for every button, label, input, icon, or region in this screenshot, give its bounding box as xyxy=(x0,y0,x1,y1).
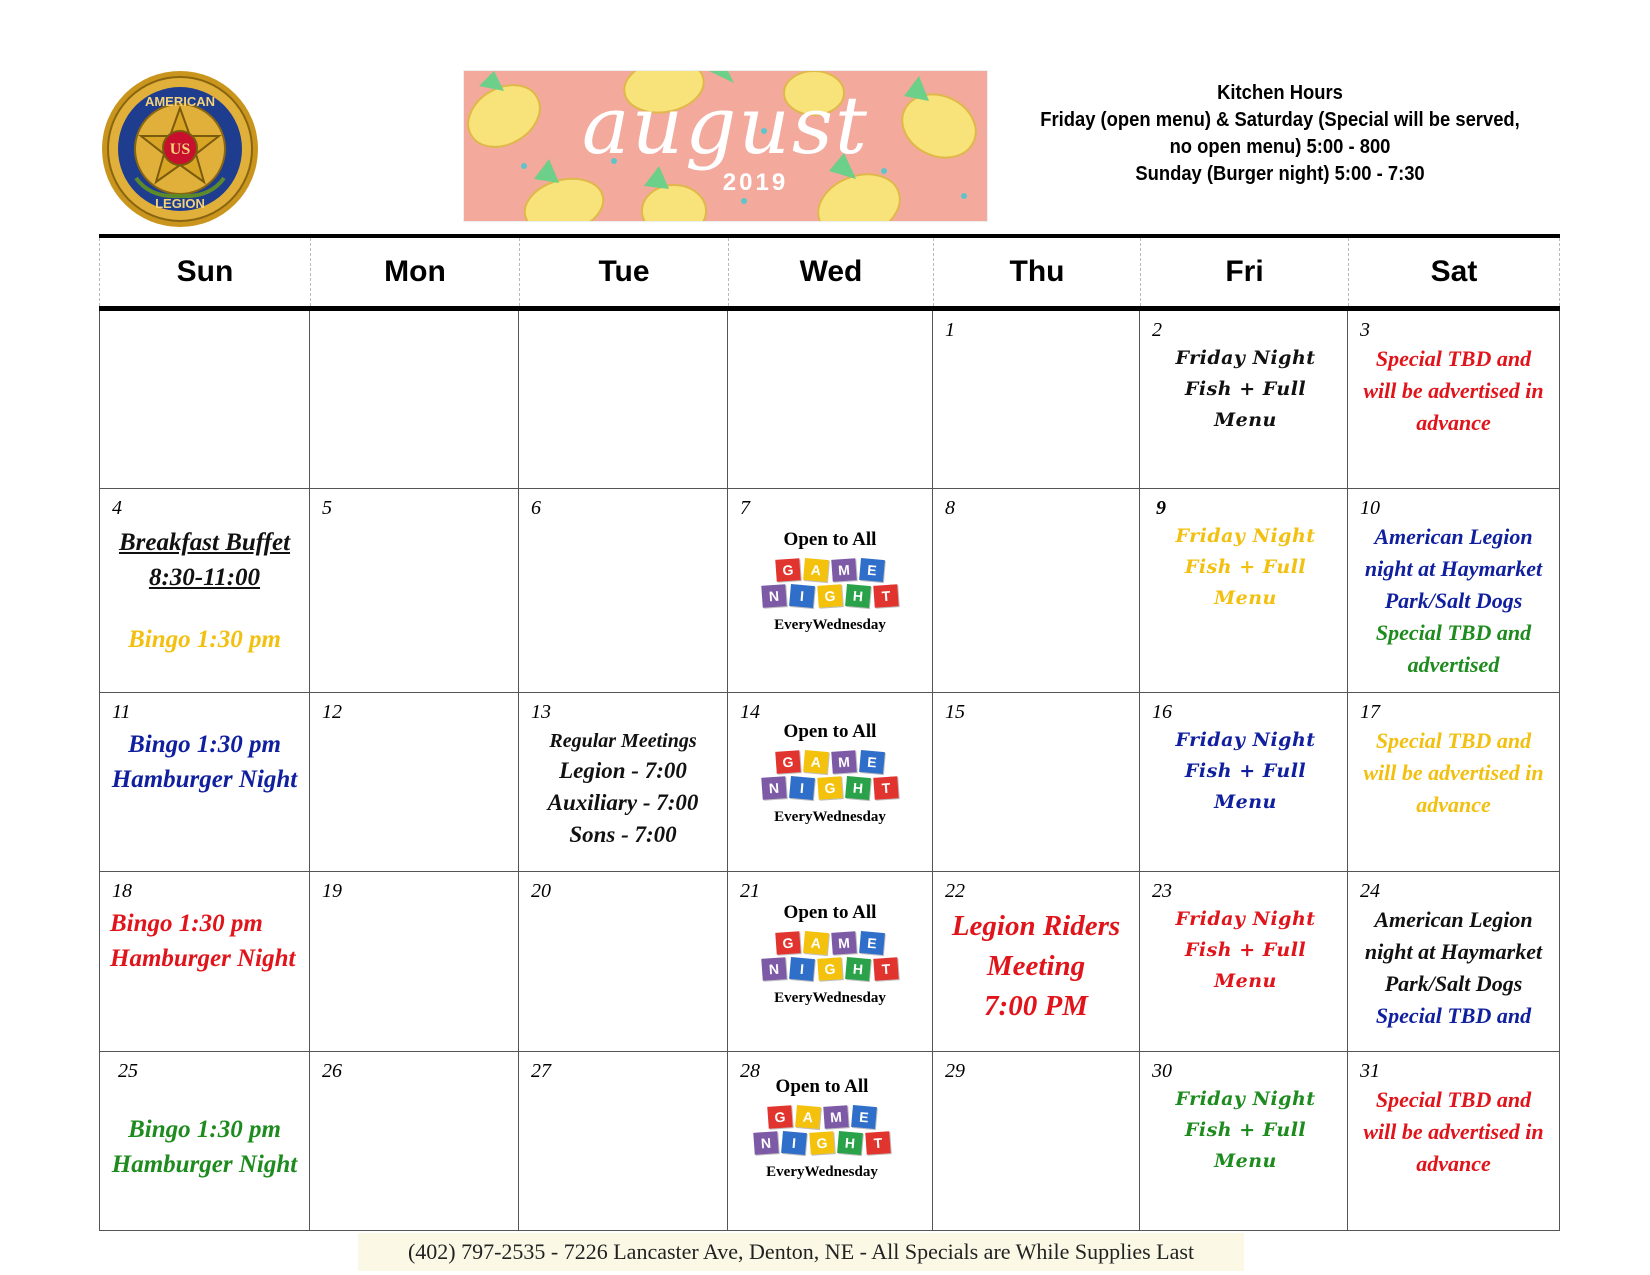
event-line: Fish + Full xyxy=(1184,939,1307,961)
game-night-tile: N xyxy=(753,1131,778,1155)
week-row-5 xyxy=(99,1052,1560,1231)
day-cell-30 xyxy=(1140,1052,1348,1231)
day-number: 28 xyxy=(740,1060,760,1082)
kitchen-hours-title: Kitchen Hours xyxy=(1217,82,1343,104)
game-night-tile: M xyxy=(831,931,856,955)
event-line: Menu xyxy=(1214,970,1277,992)
game-night-tile: I xyxy=(781,1131,807,1155)
event-line: will be advertised in xyxy=(1363,1119,1544,1144)
game-night-tile: M xyxy=(831,750,856,774)
game-night-open-text: Open to All xyxy=(775,1076,869,1097)
event-line: Sons - 7:00 xyxy=(569,822,677,847)
game-night-every-text: EveryWednesday xyxy=(766,1164,878,1180)
day-number: 24 xyxy=(1360,880,1380,902)
day-cell-28 xyxy=(728,1052,933,1231)
day-number: 7 xyxy=(740,497,750,519)
game-night-tile: E xyxy=(859,931,885,955)
logo-top-text: AMERICAN xyxy=(144,94,216,109)
day-cell-5 xyxy=(310,489,519,693)
day-cell-7 xyxy=(728,489,933,693)
event-line: advance xyxy=(1416,1151,1491,1176)
game-night-open-text: Open to All xyxy=(783,529,877,550)
weekday-thu: Thu xyxy=(933,238,1140,306)
game-night-tile: N xyxy=(761,584,786,608)
game-night-tile: E xyxy=(859,750,885,774)
game-night-tile: G xyxy=(775,750,800,774)
day-number: 12 xyxy=(322,701,342,723)
event-line: American Legion xyxy=(1374,524,1533,549)
month-banner xyxy=(463,70,988,222)
day-cell-6 xyxy=(519,489,728,693)
game-night-open-text: Open to All xyxy=(783,902,877,923)
game-night-tile: M xyxy=(823,1105,848,1129)
day-number: 25 xyxy=(118,1060,138,1082)
game-night-open-text: Open to All xyxy=(783,721,877,742)
day-cell-14 xyxy=(728,693,933,872)
event-line: Park/Salt Dogs xyxy=(1384,588,1523,613)
game-night-tile: G xyxy=(809,1131,834,1155)
day-cell-22 xyxy=(933,872,1140,1052)
day-number: 13 xyxy=(531,701,551,723)
calendar-grid xyxy=(99,311,1560,1231)
day-cell-27 xyxy=(519,1052,728,1231)
day-cell-8 xyxy=(933,489,1140,693)
event-line: Menu xyxy=(1214,587,1277,609)
event-line: Friday Night xyxy=(1175,1088,1316,1110)
day-cell-1 xyxy=(933,311,1140,489)
event-line: Bingo 1:30 pm xyxy=(128,1116,281,1143)
event-line: Bingo 1:30 pm xyxy=(128,626,281,653)
game-night-tile: H xyxy=(845,957,871,981)
day-number: 29 xyxy=(945,1060,965,1082)
day-cell-21 xyxy=(728,872,933,1052)
day-number: 2 xyxy=(1152,319,1162,341)
game-night-tile: G xyxy=(817,957,842,981)
game-night-graphic xyxy=(728,721,932,826)
event-line: will be advertised in xyxy=(1363,378,1544,403)
weekday-sat: Sat xyxy=(1348,238,1560,306)
day-number: 22 xyxy=(945,880,965,902)
event-line: Bingo 1:30 pm xyxy=(110,910,263,937)
event-line: Special TBD and xyxy=(1375,1087,1532,1112)
day-cell-3 xyxy=(1348,311,1560,489)
game-night-tile: A xyxy=(803,750,829,774)
day-cell-23 xyxy=(1140,872,1348,1052)
day-number: 3 xyxy=(1360,319,1370,341)
game-night-tile: G xyxy=(775,931,800,955)
day-cell-empty xyxy=(310,311,519,489)
day-number: 31 xyxy=(1360,1060,1380,1082)
day-cell-26 xyxy=(310,1052,519,1231)
game-night-tile: I xyxy=(789,776,815,800)
game-night-every-text: EveryWednesday xyxy=(774,809,886,825)
weekday-header xyxy=(99,238,1560,306)
event-line: Breakfast Buffet xyxy=(118,529,291,556)
weekday-mon: Mon xyxy=(310,238,519,306)
game-night-tile: I xyxy=(789,584,815,608)
week-row-2 xyxy=(99,489,1560,693)
day-cell-9 xyxy=(1140,489,1348,693)
event-line: Bingo 1:30 pm xyxy=(128,731,281,758)
event-line: American Legion xyxy=(1374,907,1533,932)
day-number: 5 xyxy=(322,497,332,519)
logo-center-text: US xyxy=(169,141,191,158)
day-cell-20 xyxy=(519,872,728,1052)
event-line: Meeting xyxy=(986,950,1086,982)
event-line: Legion Riders xyxy=(951,910,1121,942)
day-cell-31 xyxy=(1348,1052,1560,1231)
game-night-tile: G xyxy=(817,584,842,608)
day-cell-25 xyxy=(99,1052,310,1231)
event-line: Hamburger Night xyxy=(111,1151,298,1178)
event-line: Special TBD and xyxy=(1375,620,1532,645)
day-cell-16 xyxy=(1140,693,1348,872)
event-line: advance xyxy=(1416,792,1491,817)
day-number: 20 xyxy=(531,880,551,902)
day-number: 23 xyxy=(1152,880,1172,902)
event-line: Menu xyxy=(1214,409,1277,431)
game-night-tile: G xyxy=(817,776,842,800)
event-line: Menu xyxy=(1214,791,1277,813)
weekday-tue: Tue xyxy=(519,238,728,306)
kitchen-hours-line-1: Friday (open menu) & Saturday (Special will be served, xyxy=(1040,109,1520,131)
event-line: Special TBD and xyxy=(1375,346,1532,371)
day-cell-29 xyxy=(933,1052,1140,1231)
game-night-every-text: EveryWednesday xyxy=(774,617,886,633)
day-cell-4 xyxy=(99,489,310,693)
day-cell-11 xyxy=(99,693,310,872)
kitchen-hours xyxy=(1022,80,1537,188)
american-legion-logo xyxy=(100,68,260,230)
day-cell-15 xyxy=(933,693,1140,872)
weekday-fri: Fri xyxy=(1140,238,1348,306)
game-night-every-text: EveryWednesday xyxy=(774,990,886,1006)
event-line: Fish + Full xyxy=(1184,760,1307,782)
game-night-graphic xyxy=(728,1076,932,1181)
event-line: will be advertised in xyxy=(1363,760,1544,785)
event-line: Fish + Full xyxy=(1184,1119,1307,1141)
day-cell-24 xyxy=(1348,872,1560,1052)
game-night-tile: A xyxy=(803,558,829,582)
event-line: Friday Night xyxy=(1175,347,1316,369)
game-night-tile: T xyxy=(873,776,898,800)
day-cell-17 xyxy=(1348,693,1560,872)
day-cell-18 xyxy=(99,872,310,1052)
game-night-tile: H xyxy=(845,584,871,608)
event-line: Legion - 7:00 xyxy=(559,758,687,783)
event-line: Auxiliary - 7:00 xyxy=(547,790,699,815)
day-number: 26 xyxy=(322,1060,342,1082)
day-number: 9 xyxy=(1156,497,1166,519)
week-row-4 xyxy=(99,872,1560,1052)
game-night-tile: H xyxy=(845,776,871,800)
game-night-tile: E xyxy=(859,558,885,582)
kitchen-hours-line-3: Sunday (Burger night) 5:00 - 7:30 xyxy=(1135,163,1425,185)
event-line: night at Haymarket xyxy=(1364,556,1543,581)
game-night-graphic xyxy=(728,902,932,1007)
event-line: Friday Night xyxy=(1175,525,1316,547)
week-row-3 xyxy=(99,693,1560,872)
game-night-graphic xyxy=(728,529,932,634)
day-number: 18 xyxy=(112,880,132,902)
day-number: 14 xyxy=(740,701,760,723)
day-number: 1 xyxy=(945,319,955,341)
event-line: Fish + Full xyxy=(1184,378,1307,400)
day-cell-13 xyxy=(519,693,728,872)
weekday-sun: Sun xyxy=(99,238,310,306)
day-number: 21 xyxy=(740,880,760,902)
day-cell-2 xyxy=(1140,311,1348,489)
event-line: Friday Night xyxy=(1175,729,1316,751)
day-number: 11 xyxy=(112,701,131,723)
day-number: 16 xyxy=(1152,701,1172,723)
event-line: Park/Salt Dogs xyxy=(1384,971,1523,996)
event-line: Fish + Full xyxy=(1184,556,1307,578)
event-line: night at Haymarket xyxy=(1364,939,1543,964)
event-line: Hamburger Night xyxy=(110,945,296,972)
event-line: advance xyxy=(1416,410,1491,435)
game-night-tile: I xyxy=(789,957,815,981)
footer-contact: (402) 797-2535 - 7226 Lancaster Ave, Denton, NE - All Specials are While Supplies Last xyxy=(358,1233,1244,1271)
day-cell-empty xyxy=(519,311,728,489)
banner-month: august xyxy=(581,79,870,172)
game-night-tile: T xyxy=(873,584,898,608)
day-number: 27 xyxy=(531,1060,551,1082)
game-night-tile: N xyxy=(761,957,786,981)
weekday-wed: Wed xyxy=(728,238,933,306)
day-cell-empty xyxy=(99,311,310,489)
day-number: 15 xyxy=(945,701,965,723)
event-line: Special TBD and xyxy=(1375,728,1532,753)
day-number: 10 xyxy=(1360,497,1380,519)
week-row-1 xyxy=(99,311,1560,489)
game-night-tile: H xyxy=(837,1131,863,1155)
day-number: 6 xyxy=(531,497,541,519)
event-line: Friday Night xyxy=(1175,908,1316,930)
game-night-tile: A xyxy=(803,931,829,955)
game-night-tile: E xyxy=(851,1105,877,1129)
day-number: 17 xyxy=(1360,701,1380,723)
game-night-tile: T xyxy=(865,1131,890,1155)
game-night-tile: T xyxy=(873,957,898,981)
day-number: 30 xyxy=(1152,1060,1172,1082)
day-number: 4 xyxy=(112,497,122,519)
day-cell-empty xyxy=(728,311,933,489)
banner-year: 2019 xyxy=(722,169,789,196)
game-night-tile: G xyxy=(775,558,800,582)
event-line: Hamburger Night xyxy=(111,766,298,793)
event-line: advertised xyxy=(1407,652,1500,677)
game-night-tile: G xyxy=(767,1105,792,1129)
event-line: 8:30-11:00 xyxy=(148,564,261,591)
logo-bottom-text: LEGION xyxy=(155,196,205,211)
kitchen-hours-line-2: no open menu) 5:00 - 800 xyxy=(1169,136,1391,158)
day-number: 8 xyxy=(945,497,955,519)
game-night-tile: M xyxy=(831,558,856,582)
game-night-tile: N xyxy=(761,776,786,800)
day-cell-10 xyxy=(1348,489,1560,693)
day-cell-12 xyxy=(310,693,519,872)
game-night-tile: A xyxy=(795,1105,821,1129)
day-cell-19 xyxy=(310,872,519,1052)
event-line: 7:00 PM xyxy=(984,990,1088,1022)
event-line: Regular Meetings xyxy=(549,730,697,752)
event-line: Special TBD and xyxy=(1375,1003,1532,1028)
event-line: Menu xyxy=(1214,1150,1277,1172)
day-number: 19 xyxy=(322,880,342,902)
